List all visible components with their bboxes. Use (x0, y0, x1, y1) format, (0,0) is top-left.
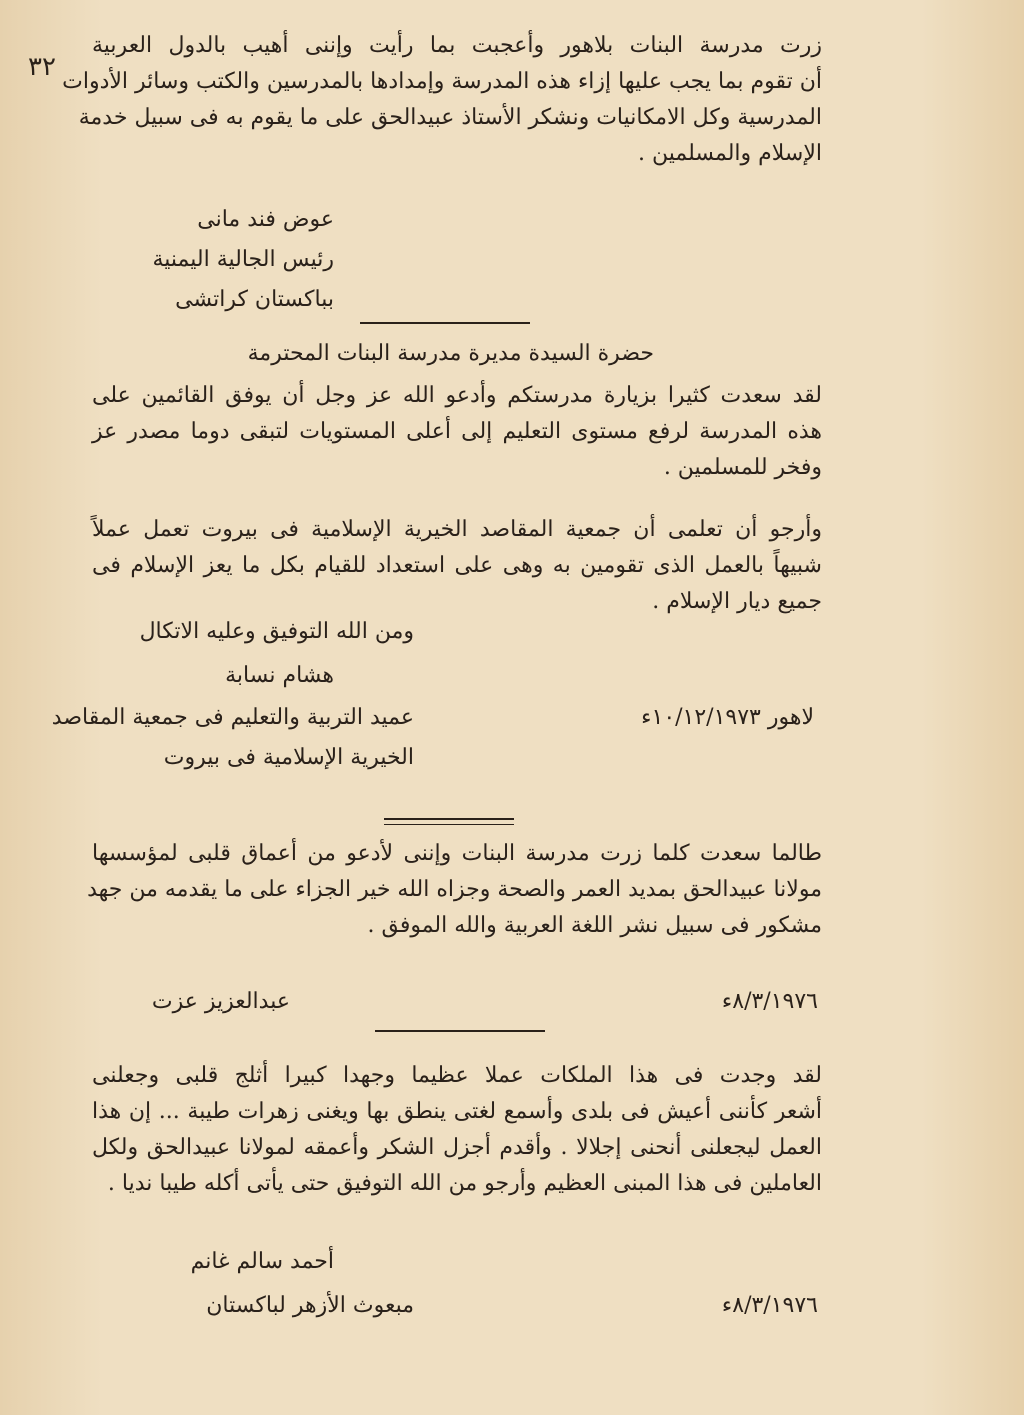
letter-1-signature (152, 200, 334, 320)
letter-4-body (92, 1058, 822, 1202)
letter-2-line: وفخر للمسلمين . (663, 455, 822, 480)
letter-1-body (62, 28, 822, 172)
letter-1-line: زرت مدرسة البنات بلاهور وأعجبت بما رأيت وإننى أهيب بالدول العربية (92, 33, 822, 58)
letter-2-title-line: الخيرية الإسلامية فى بيروت (163, 745, 414, 770)
letter-2-line: شبيهاً بالعمل الذى تقومين به وهى على استعداد للقيام بكل ما يعز الإسلام فى (92, 553, 822, 578)
letter-3-body (87, 836, 822, 944)
letter-1-line: المدرسية وكل الامكانيات ونشكر الأستاذ عبيدالحق على ما يقوم به فى سبيل خدمة (78, 105, 822, 130)
letter-2-line: هذه المدرسة لرفع مستوى التعليم إلى أعلى المستويات لتبقى دوما مصدر عز (92, 419, 823, 444)
letter-2-line: وأرجو أن تعلمى أن جمعية المقاصد الخيرية الإسلامية فى بيروت تعمل عملاً (92, 517, 822, 542)
letter-2-salutation: حضرة السيدة مديرة مدرسة البنات المحترمة (247, 341, 654, 366)
letter-2-title-line: عميد التربية والتعليم فى جمعية المقاصد (51, 705, 414, 730)
letter-2-signer-title (52, 698, 414, 778)
letter-4-line: أشعر كأننى أعيش فى بلدى وأسمع لغتى ينطق بها ويغنى زهرات طيبة ... إن هذا (92, 1099, 822, 1124)
letter-1-signer: عوض فند مانى (197, 207, 334, 232)
divider-1 (360, 322, 530, 324)
letter-4-line: العاملين فى هذا المبنى العظيم وأرجو من الله التوفيق حتى يأتى أكله طيبا نديا . (107, 1171, 822, 1196)
letter-3-line: مولانا عبيدالحق بمديد العمر والصحة وجزاه الله خير الجزاء على ما يقدمه من جهد (87, 877, 822, 902)
letter-2-paragraph-2 (92, 512, 822, 620)
letter-2-line: لقد سعدت كثيرا بزيارة مدرستكم وأدعو الله عز وجل أن يوفق القائمين على (92, 383, 822, 408)
letter-4-line: لقد وجدت فى هذا الملكات عملا عظيما وجهدا كبيرا أثلج قلبى وجعلنى (92, 1063, 822, 1088)
letter-1-line: أن تقوم بما يجب عليها إزاء هذه المدرسة وإمدادها بالمدرسين والكتب وسائر الأدوات (62, 69, 822, 94)
letter-2-signer: هشام نسابة (225, 663, 334, 688)
letter-4-signer-title: مبعوث الأزهر لباكستان (206, 1293, 414, 1318)
letter-4-line: العمل ليجعلنى أنحنى إجلالا . وأقدم أجزل الشكر وأعمقه لمولانا عبيدالحق ولكل (92, 1135, 822, 1160)
letter-1-signer-title: رئيس الجالية اليمنية (152, 247, 334, 272)
divider-2 (384, 818, 514, 820)
letter-2-line: جميع ديار الإسلام . (652, 589, 822, 614)
letter-2-paragraph-1 (92, 378, 822, 486)
letter-2-place-date: لاهور ١٠/١٢/١٩٧٣ء (641, 705, 814, 730)
letter-4-date: ٨/٣/١٩٧٦ء (721, 1293, 818, 1318)
letter-1-line: الإسلام والمسلمين . (638, 141, 822, 166)
page-number: ٣٢ (28, 52, 56, 82)
letter-1-signer-location: بباكستان كراتشى (175, 287, 334, 312)
letter-2-closing: ومن الله التوفيق وعليه الاتكال (139, 619, 414, 644)
letter-3-line: طالما سعدت كلما زرت مدرسة البنات وإننى لأدعو من أعماق قلبى لمؤسسها (92, 841, 822, 866)
letter-4-signer: أحمد سالم غانم (190, 1249, 334, 1274)
letter-3-line: مشكور فى سبيل نشر اللغة العربية والله الموفق . (367, 913, 822, 938)
letter-3-date: ٨/٣/١٩٧٦ء (721, 989, 818, 1014)
divider-3 (375, 1030, 545, 1032)
letter-3-signer: عبدالعزيز عزت (151, 989, 290, 1014)
